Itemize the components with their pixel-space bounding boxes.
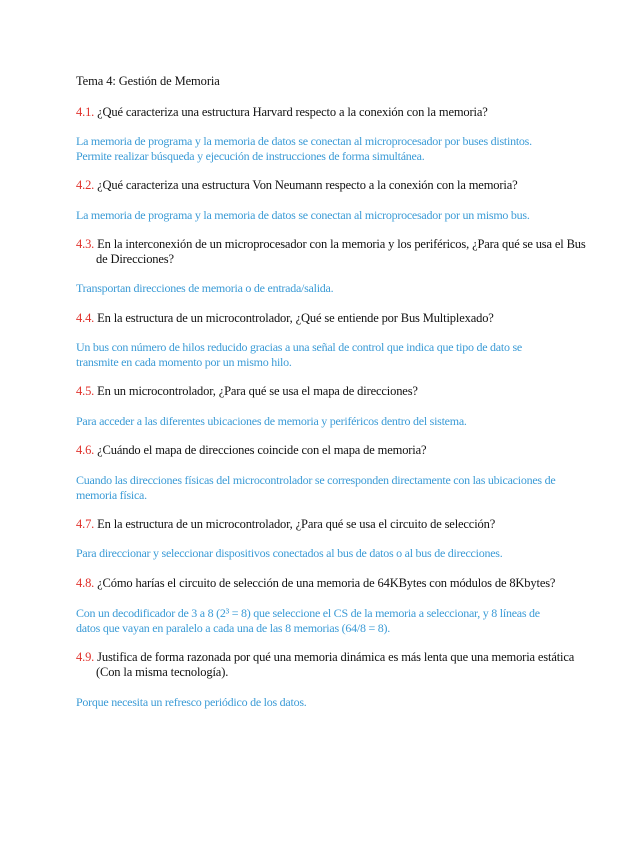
question-4-9	[76, 650, 596, 680]
question-number: 4.4.	[76, 311, 95, 325]
question-text: En la interconexión de un microprocesador con la memoria y los periféricos, ¿Para qué se usa el Bus de Direcciones?	[96, 237, 586, 266]
question-text: ¿Qué caracteriza una estructura Von Neumann respecto a la conexión con la memoria?	[97, 178, 518, 192]
answer-4-4: Un bus con número de hilos reducido gracias a una señal de control que indica que tipo de dato se transmite en cada momento por un mismo hilo.	[76, 340, 522, 369]
question-number: 4.1.	[76, 105, 95, 119]
answer-4-9: Porque necesita un refresco periódico de los datos.	[76, 695, 307, 709]
answer-4-6: Cuando las direcciones físicas del microcontrolador se corresponden directamente con las ubicaciones de memoria física.	[76, 473, 556, 502]
question-number: 4.5.	[76, 384, 95, 398]
question-4-4	[76, 311, 596, 326]
question-4-1	[76, 105, 596, 120]
question-text: ¿Cómo harías el circuito de selección de una memoria de 64KBytes con módulos de 8Kbytes?	[97, 576, 556, 590]
question-4-8	[76, 576, 596, 591]
question-number: 4.6.	[76, 443, 95, 457]
question-text: En la estructura de un microcontrolador, ¿Qué se entiende por Bus Multiplexado?	[97, 311, 494, 325]
question-4-5	[76, 384, 596, 399]
answer-4-7: Para direccionar y seleccionar dispositivos conectados al bus de datos o al bus de direcciones.	[76, 546, 503, 560]
answer-4-3: Transportan direcciones de memoria o de entrada/salida.	[76, 281, 334, 295]
document-title: Tema 4: Gestión de Memoria	[76, 74, 220, 88]
question-text: En un microcontrolador, ¿Para qué se usa el mapa de direcciones?	[97, 384, 418, 398]
question-number: 4.8.	[76, 576, 95, 590]
question-number: 4.2.	[76, 178, 95, 192]
question-4-2	[76, 178, 596, 193]
question-4-7	[76, 517, 596, 532]
question-text: ¿Qué caracteriza una estructura Harvard respecto a la conexión con la memoria?	[97, 105, 488, 119]
question-text: ¿Cuándo el mapa de direcciones coincide con el mapa de memoria?	[97, 443, 427, 457]
question-number: 4.3.	[76, 237, 95, 251]
answer-4-8: Con un decodificador de 3 a 8 (2³ = 8) que seleccione el CS de la memoria a seleccionar, y 8 líneas de datos que vayan en paralelo a cada una de las 8 memorias (64/8 = 8).	[76, 606, 540, 635]
question-number: 4.7.	[76, 517, 95, 531]
question-text: En la estructura de un microcontrolador, ¿Para qué se usa el circuito de selección?	[97, 517, 496, 531]
question-number: 4.9.	[76, 650, 95, 664]
answer-4-2: La memoria de programa y la memoria de datos se conectan al microprocesador por un mismo bus.	[76, 208, 530, 222]
question-4-3	[76, 237, 596, 267]
question-4-6	[76, 443, 596, 458]
question-text: Justifica de forma razonada por qué una memoria dinámica es más lenta que una memoria estática (Con la misma tecnología).	[96, 650, 575, 679]
answer-4-1: La memoria de programa y la memoria de datos se conectan al microprocesador por buses distintos. Permite realizar búsqueda y ejecución de instrucciones de forma simultánea.	[76, 134, 532, 163]
answer-4-5: Para acceder a las diferentes ubicaciones de memoria y periféricos dentro del sistema.	[76, 414, 467, 428]
